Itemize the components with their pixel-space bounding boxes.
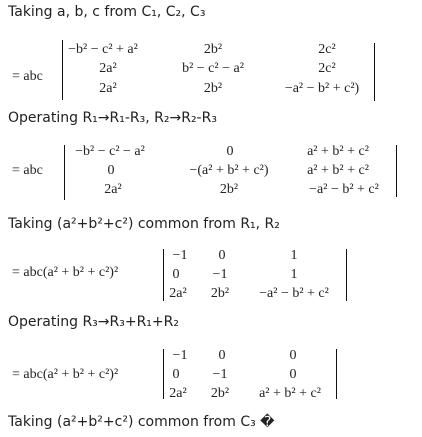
step4-r1c1: −1 (172, 348, 188, 363)
step2-r2c3: a² + b² + c² (307, 163, 369, 178)
step1-r3c3: −a² − b² + c²) (284, 81, 360, 96)
step2-r1c1: −b² − c² − a² (75, 144, 145, 159)
step1-heading: Taking a, b, c from C₁, C₂, C₃ (8, 4, 206, 20)
step1-r3c2: 2b² (203, 81, 223, 96)
step4-heading: Operating R₃→R₃+R₁+R₂ (8, 314, 179, 330)
step1-r1c1: −b² − c² + a² (68, 42, 138, 57)
step2-r2c1: 0 (107, 163, 115, 178)
step2-r1c3: a² + b² + c² (307, 144, 369, 159)
step3-r3c2: 2b² (210, 286, 230, 301)
step2-r1c2: 0 (226, 144, 234, 159)
step2-left-bar (64, 145, 65, 200)
step4-r3c1: 2a² (169, 386, 187, 401)
step1-lhs: = abc (12, 69, 43, 84)
step3-r1c2: 0 (218, 248, 226, 263)
step2-r3c1: 2a² (104, 182, 122, 197)
step3-right-bar (346, 249, 347, 301)
step3-heading: Taking (a²+b²+c²) common from R₁, R₂ (8, 216, 280, 232)
step2-r3c2: 2b² (219, 182, 239, 197)
step4-right-bar (336, 349, 337, 399)
step4-r2c3: 0 (289, 367, 297, 382)
step1-r2c3: 2c² (318, 61, 336, 76)
step3-r3c1: 2a² (169, 286, 187, 301)
step3-lhs: = abc(a² + b² + c²)² (12, 265, 119, 280)
step1-r1c2: 2b² (203, 42, 223, 57)
step4-r3c3: a² + b² + c² (259, 386, 321, 401)
step1-left-bar (62, 40, 63, 100)
step4-r1c2: 0 (218, 348, 226, 363)
step4-r2c1: 0 (172, 367, 180, 382)
step1-right-bar (374, 43, 375, 101)
step3-r1c3: 1 (290, 248, 298, 263)
step2-right-bar (396, 145, 397, 197)
step3-left-bar (163, 249, 164, 301)
step3-r2c1: 0 (172, 267, 180, 282)
step4-lhs: = abc(a² + b² + c²)² (12, 367, 119, 382)
step2-r2c2: −(a² + b² + c²) (189, 163, 269, 178)
step2-r3c3: −a² − b² + c² (309, 182, 379, 197)
step2-lhs: = abc (12, 163, 43, 178)
step1-r2c1: 2a² (99, 61, 117, 76)
step1-r1c3: 2c² (318, 42, 336, 57)
step3-r2c2: −1 (212, 267, 228, 282)
step3-r2c3: 1 (290, 267, 298, 282)
step4-r1c3: 0 (289, 348, 297, 363)
step4-r2c2: −1 (212, 367, 228, 382)
step4-r3c2: 2b² (210, 386, 230, 401)
step2-heading: Operating R₁→R₁-R₃, R₂→R₂-R₃ (8, 110, 217, 126)
step5-heading: Taking (a²+b²+c²) common from C₃ � (8, 414, 275, 430)
step1-r3c1: 2a² (99, 81, 117, 96)
step4-left-bar (163, 349, 164, 399)
step1-r2c2: b² − c² − a² (182, 61, 244, 76)
step3-r1c1: −1 (172, 248, 188, 263)
step3-r3c3: −a² − b² + c² (259, 286, 329, 301)
